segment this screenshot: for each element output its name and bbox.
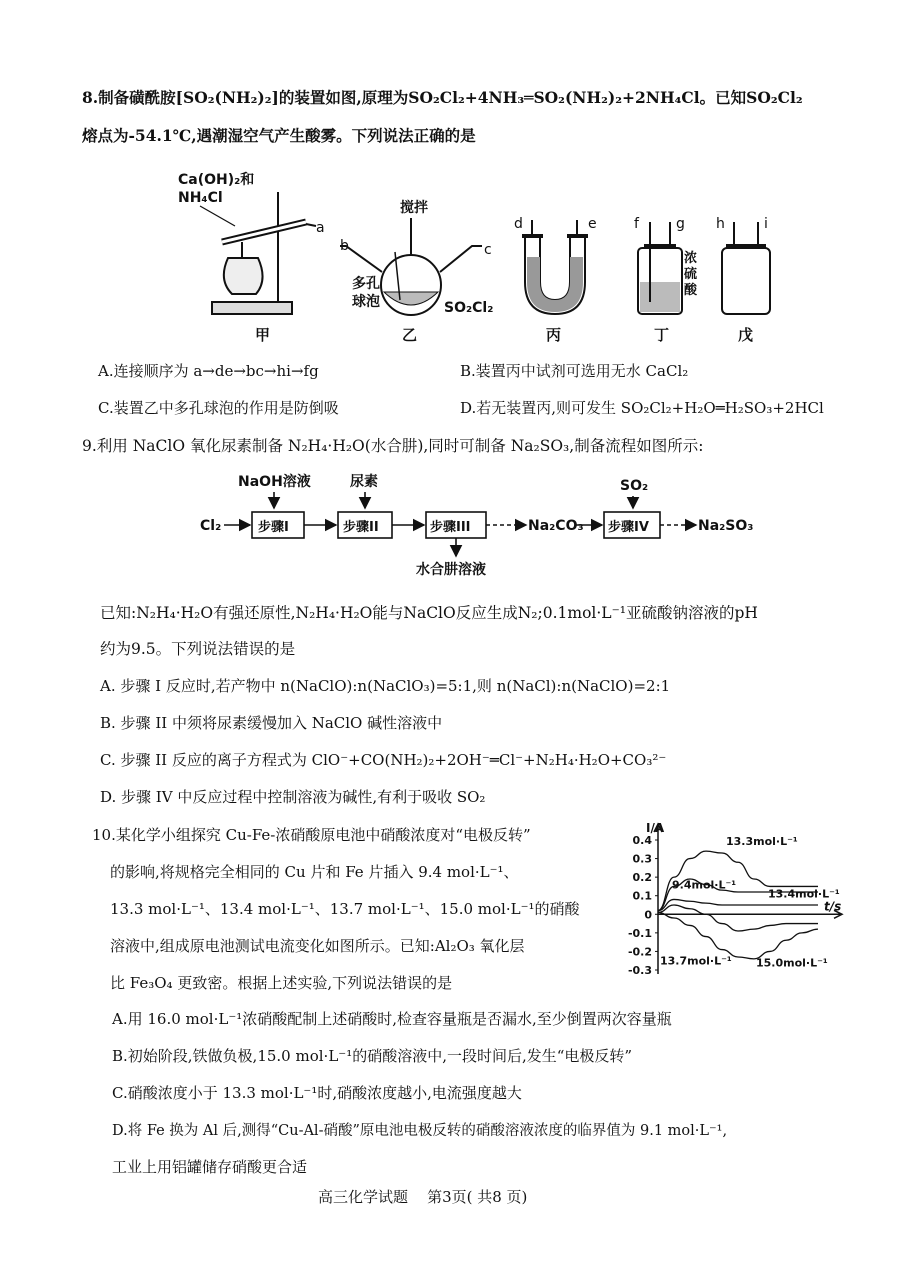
y-tick-label: 0.1 — [632, 889, 652, 903]
porous-label2: 球泡 — [352, 294, 380, 310]
port-h: h — [716, 216, 725, 232]
flow-cl2: Cl₂ — [200, 518, 222, 534]
series-label: 15.0mol·L⁻¹ — [756, 956, 828, 970]
apparatus-ding — [634, 216, 698, 344]
apparatus-label-jia: 甲 — [255, 326, 271, 344]
q8-option-b: B.装置丙中试剂可选用无水 CaCl₂ — [460, 362, 689, 380]
port-i: i — [764, 216, 768, 232]
y-tick-label: 0 — [644, 908, 652, 922]
q10-option-a: A.用 16.0 mol·L⁻¹浓硝酸配制上述硝酸时,检查容量瓶是否漏水,至少倒置两次容量瓶 — [112, 1010, 672, 1028]
q8-stem-line2: 熔点为-54.1℃,遇潮湿空气产生酸雾。下列说法正确的是 — [82, 126, 476, 145]
q8-option-d: D.若无装置丙,则可发生 SO₂Cl₂+H₂O═H₂SO₃+2HCl — [460, 399, 824, 417]
q10-current-chart — [618, 820, 850, 985]
apparatus-label-bing: 丙 — [546, 326, 562, 344]
reagent-line2: NH₄Cl — [178, 190, 223, 206]
apparatus-bing — [514, 216, 597, 344]
port-f: f — [634, 216, 639, 232]
series-line — [658, 912, 818, 958]
port-b: b — [340, 238, 349, 254]
apparatus-label-yi: 乙 — [402, 326, 418, 344]
y-tick-label: -0.3 — [627, 964, 652, 977]
q9-stem: 9.利用 NaClO 氧化尿素制备 N₂H₄·H₂O(水合肼),同时可制备 Na₂SO₃,制备流程如图所示: — [82, 437, 704, 455]
y-tick-label: -0.2 — [627, 945, 652, 959]
series-label: 13.7mol·L⁻¹ — [660, 954, 732, 968]
port-c: c — [484, 242, 492, 258]
q9-option-c: C. 步骤 II 反应的离子方程式为 ClO⁻+CO(NH₂)₂+2OH⁻═Cl⁻+N₂H₄·H₂O+CO₃²⁻ — [100, 751, 667, 769]
port-g: g — [676, 216, 685, 232]
so2cl2-label: SO₂Cl₂ — [444, 300, 494, 316]
series-label: 13.4mol·L⁻¹ — [768, 887, 840, 901]
conc-acid-2: 硫 — [684, 267, 698, 282]
conc-acid-1: 浓 — [684, 251, 698, 266]
q10-option-c: C.硝酸浓度小于 13.3 mol·L⁻¹时,硝酸浓度越小,电流强度越大 — [112, 1084, 522, 1102]
port-a: a — [316, 220, 325, 236]
page-footer: 高三化学试题 第3页( 共8 页) — [318, 1188, 528, 1206]
apparatus-yi — [340, 199, 493, 344]
q10-stem-line1: 10.某化学小组探究 Cu-Fe-浓硝酸原电池中硝酸浓度对“电极反转” — [92, 826, 531, 844]
q10-stem-line4: 溶液中,组成原电池测试电流变化如图所示。已知:Al₂O₃ 氧化层 — [110, 937, 525, 955]
q10-stem-line2: 的影响,将规格完全相同的 Cu 片和 Fe 片插入 9.4 mol·L⁻¹、 — [110, 863, 519, 881]
apparatus-label-wu: 戊 — [738, 326, 754, 344]
y-tick-label: 0.4 — [632, 834, 652, 847]
y-tick-label: 0.3 — [632, 852, 652, 866]
flow-na2so3: Na₂SO₃ — [698, 518, 754, 534]
q9-option-d: D. 步骤 IV 中反应过程中控制溶液为碱性,有利于吸收 SO₂ — [100, 788, 486, 806]
q9-flow-diagram — [190, 470, 790, 580]
y-axis-label: I/A — [646, 821, 665, 835]
q9-known-line2: 约为9.5。下列说法错误的是 — [100, 640, 296, 658]
flow-hydrazine: 水合肼溶液 — [416, 562, 486, 578]
flow-step4: 步骤IV — [608, 520, 649, 535]
q10-option-d-line1: D.将 Fe 换为 Al 后,测得“Cu-Al-硝酸”原电池电极反转的硝酸溶液浓度的临界值为 9.1 mol·L⁻¹, — [112, 1123, 728, 1139]
flow-urea: 尿素 — [350, 474, 378, 490]
series-label: 13.3mol·L⁻¹ — [726, 835, 798, 849]
series-line — [658, 905, 818, 931]
q9-option-a: A. 步骤 I 反应时,若产物中 n(NaClO):n(NaClO₃)=5:1,则 n(NaCl):n(NaClO)=2:1 — [100, 677, 671, 695]
q8-option-a: A.连接顺序为 a→de→bc→hi→fg — [98, 362, 319, 380]
conc-acid-3: 酸 — [684, 283, 698, 298]
stir-label: 搅拌 — [400, 200, 428, 216]
flow-step2: 步骤II — [343, 520, 379, 535]
flow-naoh: NaOH溶液 — [238, 474, 311, 490]
x-axis-label: t/s — [824, 899, 842, 914]
apparatus-jia — [178, 171, 325, 344]
q10-option-d-line2: 工业上用铝罐储存硝酸更合适 — [112, 1158, 308, 1176]
y-tick-label: 0.2 — [632, 871, 652, 885]
q8-apparatus-figure — [170, 162, 830, 347]
porous-label1: 多孔 — [352, 276, 380, 292]
series-line — [658, 899, 818, 910]
port-d: d — [514, 216, 523, 232]
port-e: e — [588, 216, 597, 232]
series-label: 9.4mol·L⁻¹ — [672, 878, 737, 892]
q8-option-c: C.装置乙中多孔球泡的作用是防倒吸 — [98, 399, 339, 417]
q10-stem-line3: 13.3 mol·L⁻¹、13.4 mol·L⁻¹、13.7 mol·L⁻¹、15.0 mol·L⁻¹的硝酸 — [110, 900, 580, 918]
flow-step1: 步骤I — [258, 520, 289, 535]
apparatus-wu — [716, 216, 770, 344]
q8-stem-line1: 8.制备磺酰胺[SO₂(NH₂)₂]的装置如图,原理为SO₂Cl₂+4NH₃═SO₂(NH₂)₂+2NH₄Cl。已知SO₂Cl₂ — [82, 88, 803, 107]
flow-so2: SO₂ — [620, 478, 649, 494]
flow-step3: 步骤III — [430, 520, 471, 535]
q10-option-b: B.初始阶段,铁做负极,15.0 mol·L⁻¹的硝酸溶液中,一段时间后,发生“电极反转” — [112, 1047, 633, 1065]
flow-na2co3: Na₂CO₃ — [528, 518, 584, 534]
reagent-line1: Ca(OH)₂和 — [178, 172, 255, 188]
apparatus-label-ding: 丁 — [654, 326, 670, 344]
q9-option-b: B. 步骤 II 中须将尿素缓慢加入 NaClO 碱性溶液中 — [100, 714, 443, 732]
q10-stem-line5: 比 Fe₃O₄ 更致密。根据上述实验,下列说法错误的是 — [110, 974, 453, 992]
y-tick-label: -0.1 — [627, 926, 652, 940]
q9-known-line1: 已知:N₂H₄·H₂O有强还原性,N₂H₄·H₂O能与NaClO反应生成N₂;0.1mol·L⁻¹亚硫酸钠溶液的pH — [100, 604, 758, 622]
